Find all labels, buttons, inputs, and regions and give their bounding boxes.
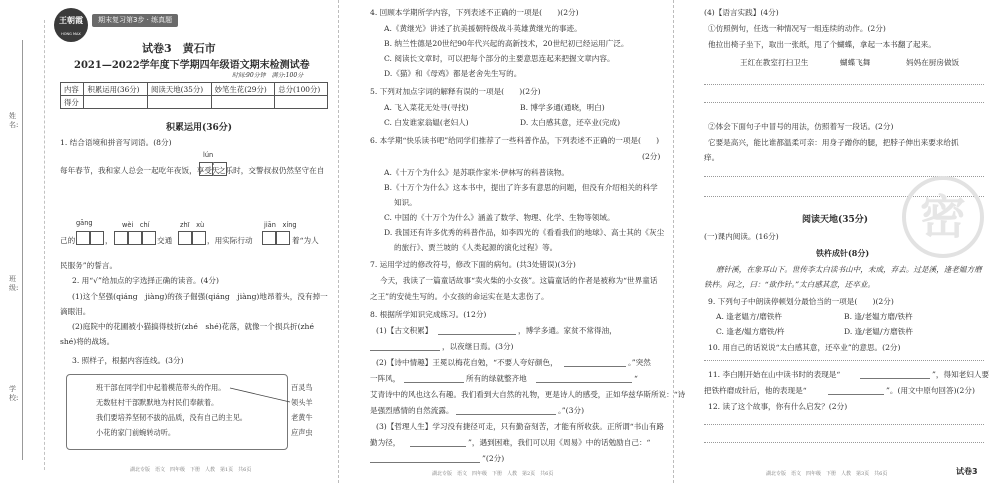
q8d-task-1: ①仿照例句，任选一种情况写一组连续的动作。(2分)	[708, 24, 886, 33]
page3-footer: 湖北专版 语文 四年级 下册 人教 第3页 共6页	[766, 471, 888, 477]
q8b-blank-2[interactable]	[404, 382, 464, 383]
q8d-answer-line-1[interactable]	[704, 84, 984, 85]
match-right-1[interactable]: 百灵鸟	[291, 383, 313, 392]
logo-subtext: HONG MAX	[61, 32, 81, 36]
exam-meta: 时间:90分钟 满分:100分	[232, 72, 304, 79]
step-banner: 期末复习第3步 · 练真题	[92, 14, 178, 27]
q1-pinyin-lun: lún	[203, 151, 214, 159]
q4-option-b[interactable]: B. 纳兰性德是20世纪90年代兴起的高新技术，20世纪初已经运用广泛。	[384, 39, 629, 48]
q10-stem: 10. 用自己的话说说“太白感其意，还卒业”的意思。(2分)	[708, 343, 901, 352]
q8d-heading: (4)【语言实践】(4分)	[704, 8, 779, 17]
match-right-3[interactable]: 老黄牛	[291, 413, 313, 422]
sidebar-name-label: 姓名:	[9, 112, 19, 129]
q5-stem: 5. 下列对加点字词的解释有误的一项是( )(2分)	[370, 87, 541, 96]
q1-line1-a: 每年春节，我和家人总会一起吃年夜饭，享受天	[60, 166, 220, 175]
score-col-content: 内容	[61, 83, 84, 96]
q11-text-3: 把铁杵磨成针后，他的表现是“	[704, 386, 807, 395]
q8b-blank-3[interactable]	[536, 382, 632, 383]
reading-title: 铁杵成针(8分)	[816, 248, 870, 258]
q8b-text-2: 。”突然	[628, 358, 651, 367]
q9-option-a[interactable]: A. 逢老媪方/磨铁杵	[716, 312, 783, 321]
page-3	[680, 0, 1000, 483]
q6-option-c[interactable]: C. 中国的《十万个为什么》涵盖了数学、物理、化学、生物等领域。	[384, 213, 615, 222]
reading-part-1-heading: (一)课内阅读。(16分)	[704, 232, 779, 241]
q2b-line1: (2)庭院中的花圃被小猫搞得枝折(zhé shé)花落，就像一个损兵折(zhé	[72, 322, 314, 331]
q8b-text-5: “	[634, 374, 638, 383]
q6-stem: 6. 本学期“快乐读书吧”给同学们推荐了一些科普作品，下列表述不正确的一项是( )	[370, 136, 660, 145]
q1-line2-a: 己的	[60, 236, 76, 245]
q5-option-b[interactable]: B. 博学多通(通晓，明白)	[520, 103, 605, 112]
page1-footer: 湖北专版 语文 四年级 下册 人教 第1页 共6页	[130, 467, 252, 473]
paper-badge: 试卷3	[956, 467, 978, 476]
match-left-1[interactable]: 班干部在同学们中起着模范带头的作用。	[96, 383, 226, 392]
match-left-4[interactable]: 小花的家门前蜿转动听。	[96, 428, 176, 437]
q8b-text-6: 艾青诗中的风也这么有趣。我们看到大自然的礼物，更是诗人的感受，正如华兹华斯所说：“诗	[370, 390, 686, 399]
secret-stamp-text: 密	[920, 190, 966, 244]
q2b-line2: shé)将的战场。	[60, 337, 115, 346]
q11-text-4: ”。(用文中原句回答)(2分)	[886, 386, 975, 395]
exam-title: 2021—2022学年度下学期四年级语文期末检测试卷	[74, 60, 310, 71]
q8a-blank-2[interactable]	[370, 350, 440, 351]
q1-pinyin-weichi: wèi chí	[122, 221, 150, 229]
score-label: 得分	[61, 96, 84, 109]
q8d-task-2: ②体会下面句子中冒号的用法，仿照着写一段话。(2分)	[708, 122, 894, 131]
q6-option-b-cont: 知识。	[394, 198, 417, 207]
sidebar-school-label: 学校:	[9, 385, 19, 402]
q8a-blank-1[interactable]	[438, 334, 516, 335]
q9-option-c[interactable]: C. 逢老/媪方磨铁/杵	[716, 327, 785, 336]
q8d-sentence-1: 它要是高兴，能比谁都温柔可亲：用身子蹭你的腿，把脖子伸出来要求给抓	[708, 138, 959, 147]
q5-option-d[interactable]: D. 太白感其意，还卒业(完成)	[520, 118, 621, 127]
q8d-choice-2[interactable]: 蝴蝶飞舞	[840, 58, 871, 67]
q8b-text-1: (2)【诗中情趣】王冕以梅花自勉，“不要人夸好颜色，	[376, 358, 558, 367]
fold-line-2	[673, 0, 674, 483]
q5-option-c[interactable]: C. 白发谁家翁媪(老妇人)	[384, 118, 469, 127]
match-left-3[interactable]: 我们要培养坚韧不拔的品质，没有自己的主见。	[96, 413, 247, 422]
score-col-accumulate: 积累运用(36分)	[84, 83, 148, 96]
q8a-text-1: ，博学多通。家贫不常得油，	[518, 326, 617, 335]
q2a-line1: (1)这个坚强(qiáng jiàng)的孩子倔强(qiáng jiàng)地昂着头，没有掉一	[72, 292, 328, 301]
q3-stem: 3. 照样子，根据内容连线。(3分)	[72, 356, 184, 365]
section-accumulate-heading: 积累运用(36分)	[166, 123, 233, 133]
q1-line2-d: ，用实际行动	[207, 236, 253, 245]
q11-text-1: 11. 李白刚开始在山中读书时的表现是“	[708, 370, 841, 379]
q12-answer-line-2[interactable]	[704, 442, 984, 443]
q8c-text-2: 勤为径，	[370, 438, 401, 447]
q12-stem: 12. 读了这个故事，你有什么启发？(2分)	[708, 402, 848, 411]
score-col-writing: 妙笔生花(29分)	[211, 83, 275, 96]
q1-pinyin-jianxing: jiān xíng	[264, 221, 297, 229]
q1-pinyin-gang: gāng	[76, 219, 93, 227]
q1-line2-e: 着“为人	[292, 236, 319, 245]
q1-pinyin-zhixu: zhī xù	[180, 221, 205, 229]
q1-stem: 1. 结合语境和拼音写词语。(8分)	[60, 138, 172, 147]
q4-option-a[interactable]: A.《黄继光》讲述了抗美援朝特级战斗英雄黄继光的事迹。	[384, 24, 582, 33]
q8b-blank-1[interactable]	[564, 366, 626, 367]
match-left-2[interactable]: 无数驻村干部默默地为村民们奉献着。	[96, 398, 219, 407]
q6-option-d[interactable]: D. 我国还有许多优秀的科普作品，如李四光的《看看我们的地球》、高士其的《灰尘	[384, 228, 665, 237]
sidebar-class-label: 班级:	[9, 275, 19, 292]
q8b-blank-4[interactable]	[456, 414, 556, 415]
q2a-line2: 滴眼泪。	[60, 307, 91, 316]
q8d-choice-1[interactable]: 王红在教室打扫卫生	[740, 58, 809, 67]
q1-line2-c: 交通	[157, 236, 173, 245]
q8c-text-1: (3)【哲理人生】学习没有捷径可走，只有勤奋刻苦，才能有所收获。正所谓“书山有路	[376, 422, 665, 431]
reading-passage-2: 铁杵。问之，曰：“欲作针。”太白感其意，还卒业。	[704, 280, 876, 289]
q4-option-d[interactable]: D.《猫》和《母鸡》都是老舍先生写的。	[384, 69, 522, 78]
q5-option-a[interactable]: A. 飞入菜花无处寻(寻找)	[384, 103, 469, 112]
q7-passage-1: 今天，我读了一篇童话故事“卖火柴的小女孩”。这篇童话的作者是被称为“世界童话	[380, 276, 658, 285]
q8d-example: 他拉出椅子坐下，取出一张纸，甩了个蝴蝶，拿起一本书翻了起来。	[708, 40, 936, 49]
q8d-sentence-2: 痒。	[704, 153, 720, 162]
q8b-text-8: 。”(3分)	[558, 406, 585, 415]
q8a-text-2: ，以夜继日焉。(3分)	[442, 342, 514, 351]
q8c-text-4: ”(2分)	[482, 454, 505, 463]
q9-option-d[interactable]: D. 逢/老媪/方磨铁杵	[844, 327, 913, 336]
page2-footer: 湖北专版 语文 四年级 下册 人教 第2页 共6页	[432, 471, 554, 477]
q8d-choice-3[interactable]: 妈妈在厨房做饭	[906, 58, 960, 67]
q4-stem: 4. 回顾本学期所学内容，下列表述不正确的一项是( )(2分)	[370, 8, 579, 17]
q8b-text-7: 是强烈感情的自然流露。	[370, 406, 454, 415]
score-col-total: 总分(100分)	[275, 83, 328, 96]
q8-stem: 8. 根据所学知识完成练习。(12分)	[370, 310, 487, 319]
section-reading-heading: 阅读天地(35分)	[802, 215, 869, 225]
q8b-text-4: 所有的绿就整齐地	[466, 374, 527, 383]
q8c-blank-1[interactable]	[410, 446, 466, 447]
q1-line1-b: 之乐时，交警叔叔仍然坚守在自	[218, 166, 325, 175]
q10-answer-line[interactable]	[704, 360, 984, 361]
q2-stem: 2. 用“√”给加点的字选择正确的读音。(4分)	[72, 276, 219, 285]
q8b-text-3: 一阵风，	[370, 374, 401, 383]
q11-blank-1[interactable]	[860, 378, 930, 379]
q1-line2-b: ，	[105, 236, 113, 245]
q11-text-2: ”，得知老妇人要	[932, 370, 990, 379]
q8a-label: (1)【古文积累】	[376, 326, 433, 335]
q11-blank-2[interactable]	[828, 394, 884, 395]
q9-stem: 9. 下列句子中朗读停顿划分最恰当的一项是( )(2分)	[708, 297, 894, 306]
q3-example-line	[0, 0, 330, 483]
reading-passage-1: 磨针溪，在象耳山下。世传李太白读书山中，未成，弃去。过是溪，逢老媪方磨	[716, 265, 982, 274]
page-1	[0, 0, 330, 483]
q4-option-c[interactable]: C. 阅读长文章时，可以把每个部分的主要意思连起来把握文章内容。	[384, 54, 615, 63]
q12-answer-line-1[interactable]	[704, 424, 984, 425]
logo-text: 王朝霞	[59, 15, 83, 25]
q9-option-b[interactable]: B. 逢/老媪方磨/铁杵	[844, 312, 913, 321]
q8c-blank-2[interactable]	[370, 462, 480, 463]
fold-line-1	[338, 0, 339, 483]
page-2	[346, 0, 686, 483]
q6-option-a[interactable]: A.《十万个为什么》是苏联作家米·伊林写的科普读物。	[384, 168, 569, 177]
match-right-2[interactable]: 领头羊	[291, 398, 313, 407]
match-right-4[interactable]: 应声虫	[291, 428, 313, 437]
q8c-text-3: ”，遇到困难，我们可以用《周易》中的话勉励自己：“	[468, 438, 651, 447]
q8d-answer-line-2[interactable]	[704, 102, 984, 103]
q7-passage-2: 之王”的安徒生写的。小女孩的命运实在是太悲伤了。	[370, 292, 549, 301]
q1-line3: 民服务”的誓言。	[60, 261, 118, 270]
q6-option-b[interactable]: B.《十万个为什么》这本书中，提出了许多有意思的问题，但没有介绍相关的科学	[384, 183, 658, 192]
q6-points: (2分)	[642, 152, 661, 161]
q7-stem: 7. 运用学过的修改符号，修改下面的病句。(共3处错误)(3分)	[370, 260, 576, 269]
paper-number-title: 试卷3 黄石市	[142, 42, 216, 55]
score-col-reading: 阅读天地(35分)	[148, 83, 212, 96]
q6-option-d-cont: 的旅行》、贾兰坡的《人类起源的演化过程》等。	[394, 243, 558, 252]
